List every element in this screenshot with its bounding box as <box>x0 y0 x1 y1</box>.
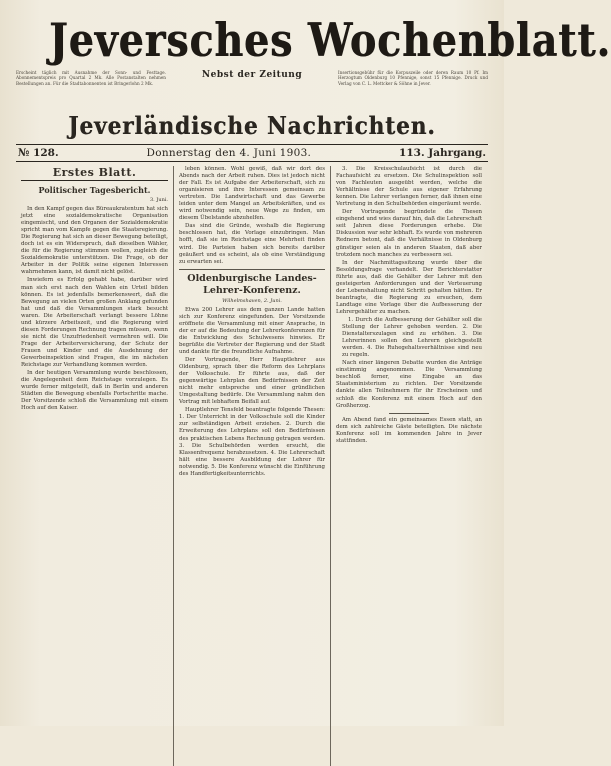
paragraph: Nach einer längeren Debatte wurden die Anträge einstimmig angenommen. Die Versammlung beschloß ferner, eine Eingabe an das Staatsministerium zu richten. Der Vorsitzende dankte allen Teilnehmern für ihr Erscheinen und schloß die Konferenz mit einem Hoch auf den Großherzog. <box>336 360 482 409</box>
volume-year: 113. Jahrgang. <box>399 147 486 159</box>
paragraph: Der Vortragende begründete die Thesen eingehend und wies darauf hin, daß die Lehrerschaft seit Jahren diese Forderungen erhebe. Die Diskussion war sehr lebhaft. Es wurde von mehreren Rednern betont, daß die Verhältnisse in Oldenburg günstiger seien als in anderen Staaten, daß aber trotzdem noch manches zu verbessern sei. <box>336 209 482 258</box>
sheet-label: Erstes Blatt. <box>21 166 168 181</box>
article-columns <box>16 166 488 766</box>
paragraph: In der Nachmittagssitzung wurde über die Besoldungsfrage verhandelt. Der Berichterstatter führte aus, daß die Gehälter der Lehrer mit den gesteigerten Anforderungen und der Verteuerung der Lebenshaltung nicht Schritt gehalten hätten. Er beantragte, die Regierung zu ersuchen, dem Landtage eine Vorlage über die Aufbesserung der Lehrergehälter zu machen. <box>336 259 482 315</box>
section-title-conference: Oldenburgische Landes-Lehrer-Konferenz. <box>187 272 317 296</box>
section-title-politics: Politischer Tagesbericht. <box>38 185 151 195</box>
column-2 <box>173 166 330 766</box>
paragraph: Etwa 200 Lehrer aus dem ganzen Lande hatten sich zur Konferenz eingefunden. Der Vorsitzende eröffnete die Versammlung mit einer Ansprache, in der er auf die Bedeutung der Lehrerkonferenzen für die Entwicklung des Schulwesens hinwies. Er begrüßte die Vertreter der Regierung und der Stadt und dankte für die freundliche Aufnahme. <box>179 306 325 355</box>
column-3 <box>330 166 487 766</box>
paragraph: In der heutigen Versammlung wurde beschlossen, die Angelegenheit dem Reichstage vorzulegen. Es wurde ferner mitgeteilt, daß in Berlin und anderen Städten die Bewegung ebenfalls Fortschritte mache. Der Vorsitzende schloß die Versammlung mit einem Hoch auf den Kaiser. <box>21 370 168 412</box>
paragraph: Am Abend fand ein gemeinsames Essen statt, an dem sich zahlreiche Gäste beteiligten. Die nächste Konferenz soll im kommenden Jahre in Jever stattfinden. <box>336 416 482 444</box>
issue-number: № 128. <box>18 147 59 159</box>
dateline <box>16 144 488 162</box>
issue-date: Donnerstag den 4. Juni 1903. <box>146 147 312 159</box>
advertising-note: Insertionsgebühr für die Korpuszeile oder deren Raum 10 Pf. Im Herzogtum Oldenburg 10 Pfennige, sonst 15 Pfennige. Druck und Verlag von C. L. Mettcker & Söhne in Jever. <box>338 70 488 86</box>
subhead-row <box>16 70 488 110</box>
paragraph: In den Kampf gegen das Büreaukratentum hat sich jetzt eine sozialdemokratische Organisation eingemischt, und den Organen der Sozialdemokratie spricht man vom Kampfe gegen die Staatsregierung. Die Regierung hat sich an dieser Bewegung beteiligt, doch ist es ein Widerspruch, daß dieselben Wähler, die für die Regierung stimmen wollen, zugleich die Sozialdemokratie unterstützen. Die Frage, ob der Arbeiter in der Politik seine eigenen Interessen wahrnehmen kann, ist damit nicht gelöst. <box>21 206 168 276</box>
paragraph: Inwiefern es Erfolg gehabt habe, darüber wird man sich erst nach den Wahlen ein Urteil bilden können. Es ist jedenfalls bemerkenswert, daß die Bewegung an vielen Orten großen Anklang gefunden hat und daß die Versammlungen stark besucht waren. Die Arbeiterschaft verlangt bessere Löhne und kürzere Arbeitszeit, und die Regierung wird diesen Forderungen Rechnung tragen müssen, wenn sie nicht die Unzufriedenheit vermehren will. Die Frage der Arbeiterversicherung, der Schutz der Frauen und Kinder und die Ausdehnung der Gewerbeinspektion sind Fragen, die im nächsten Reichstage zur Verhandlung kommen werden. <box>21 277 168 369</box>
paragraph: 1. Durch die Aufbesserung der Gehälter soll die Stellung der Lehrer gehoben werden. 2. Die Dienstalterszulagen sind zu erhöhen. 3. Die Lehrerinnen sollen den Lehrern gleichgestellt werden. 4. Die Ruhegehaltsverhältnisse sind neu zu regeln. <box>342 316 482 359</box>
second-title: Jeverländische Nachrichten. <box>68 111 436 140</box>
subhead-middle <box>166 70 338 81</box>
short-divider <box>389 413 429 414</box>
paragraph: Der Vortragende, Herr Hauptlehrer aus Oldenburg, sprach über die Reform des Lehrplans der Volksschule. Er führte aus, daß der gegenwärtige Lehrplan den Bedürfnissen der Zeit nicht mehr entspreche und einer gründlichen Umgestaltung bedürfe. Die Versammlung nahm den Vortrag mit lebhaftem Beifall auf. <box>179 356 325 406</box>
column-1 <box>16 166 173 766</box>
paragraph: 3. Die Kreisschulaufsicht ist durch die Fachaufsicht zu ersetzen. Die Schulinspektion soll von Fachleuten ausgeübt werden, welche die Verhältnisse der Schule aus eigener Erfahrung kennen. Die Lehrer verlangen ferner, daß ihnen eine Vertretung in den Schulbehörden eingeräumt werde. <box>336 166 482 208</box>
section-dateline: Wilhelmshaven, 2. Juni. <box>222 297 282 304</box>
masthead-title: Jeversches Wochenblatt. <box>49 13 611 67</box>
divider <box>179 269 325 270</box>
paragraph: Das sind die Gründe, weshalb die Regierung beschlossen hat, die Vorlage einzubringen. Man hofft, daß sie im Reichstage eine Mehrheit finden wird. Die Parteien haben sich bereits darüber geäußert und es scheint, als ob eine Verständigung zu erwarten sei. <box>179 223 325 265</box>
nebst-label: Nebst der Zeitung <box>201 70 303 80</box>
subscription-note: Erscheint täglich mit Ausnahme der Sonn- und Festtage. Abonnementspreis pro Quartal 2 Mk. Alle Postanstalten nehmen Bestellungen an. Für die Stadtabonnenten ist Bringerlohn 2 Mk. <box>16 70 166 86</box>
paragraph: Hauptlehrer Tensfeld beantragte folgende Thesen: 1. Der Unterricht in der Volksschule soll die Kinder zur selbständigen Arbeit erziehen. 2. Durch die Erweiterung des Lehrplans soll den Bedürfnissen des praktischen Lebens Rechnung getragen werden. 3. Die Schulbehörden werden ersucht, die Klassenfrequenz herabzusetzen. 4. Die Lehrerschaft hält eine bessere Ausbildung der Lehrer für notwendig. 5. Die Konferenz wünscht die Einführung des Handfertigkeitsunterrichts. <box>179 407 325 477</box>
paragraph: leben können. Wohl gewiß, daß wir dort des Abends nach der Arbeit ruhen. Dies ist jedoch nicht der Fall. Es ist Aufgabe der Arbeiterschaft, sich zu organisieren und ihre Interessen gemeinsam zu vertreten. Die Landwirtschaft und das Gewerbe leiden unter dem Mangel an Arbeitskräften, und es wird notwendig sein, neue Wege zu finden, um diesem Übelstande abzuhelfen. <box>179 166 325 222</box>
section-date: 3. Juni. <box>150 197 168 203</box>
